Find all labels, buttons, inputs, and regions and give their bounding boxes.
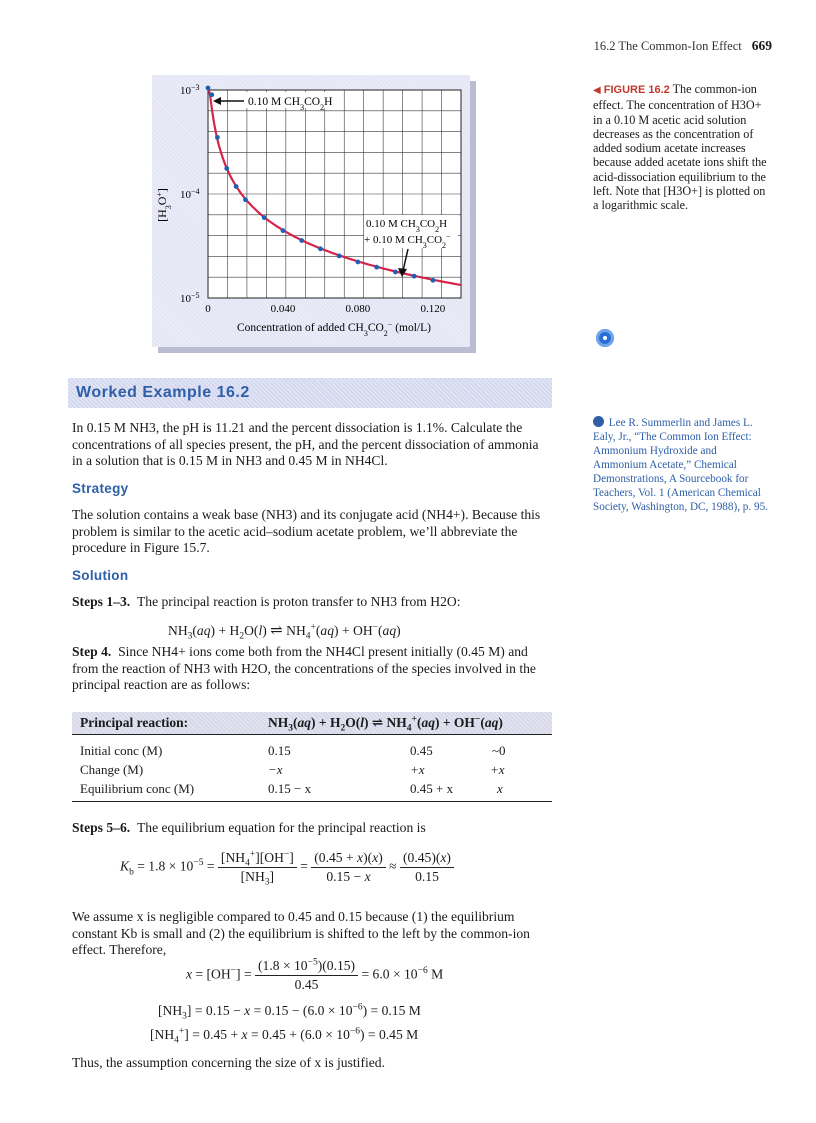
step-4-text: Since NH4+ ions come both from the NH4Cl present initially (0.45 M) and from the reaction of NH3 with H2O, the concentrations of the species involved in the principal reaction are as follows:: [72, 644, 536, 693]
data-point: [206, 86, 211, 91]
x-tick-label: 0.080: [345, 303, 371, 315]
sidenote: [593, 416, 768, 514]
table-row-change-oh: +x: [490, 762, 505, 777]
step-4-label: Step 4.: [72, 644, 112, 659]
data-point: [262, 215, 267, 220]
y-tick-label: $10^{-5}$: [180, 290, 200, 305]
strategy-heading: Strategy: [72, 481, 129, 496]
strategy-text: The solution contains a weak base (NH3) and its conjugate acid (NH4+). Because this problem is similar to the acetic acid–sodium acetate problem, we’ll abbreviate the procedure in Figure 15.7.: [72, 507, 541, 556]
data-point: [224, 166, 229, 171]
data-point: [430, 278, 435, 283]
data-point: [412, 274, 417, 279]
steps-5-6-label: Steps 5–6.: [72, 820, 131, 835]
x-tick-label: 0.040: [270, 303, 296, 315]
assumption-text: We assume x is negligible compared to 0.45 and 0.15 because (1) the equilibrium constant Kb is small and (2) the equilibrium is shifted to the left by the common-ion effect. Therefore,: [72, 909, 530, 958]
table-row-equilibrium-nh4: 0.45 + x: [410, 781, 454, 796]
y-axis-label: $[H_3O^+]$: [154, 188, 173, 222]
data-point: [209, 92, 214, 97]
steps-1-3-label: Steps 1–3.: [72, 594, 131, 609]
data-point: [234, 184, 239, 189]
table-row-initial-oh: ~0: [492, 743, 506, 758]
table-row-change-nh3: −x: [268, 762, 283, 777]
data-point: [215, 135, 220, 140]
solution-heading: Solution: [72, 568, 129, 583]
problem-text: In 0.15 M NH3, the pH is 11.21 and the percent dissociation is 1.1%. Calculate the concentrations of all species present, the pH, and the percent dissociation of ammonia in a solution that is 0.15 M in NH3 and 0.45 M in NH4Cl.: [72, 420, 539, 469]
kb-equation: $K_b = 1.8 \times 10^{-5}$ = $\frac{[NH_4^+][OH^-]}{[NH_3]}$ = $\frac{(0.45 + x)(x)}{0.15 - x}$ ≈ $\frac{(0.45)(x)}{0.15}$: [120, 850, 454, 885]
page-number: 669: [751, 38, 772, 53]
table-row-initial-label: Initial conc (M): [80, 743, 163, 758]
figure-caption: [593, 82, 768, 213]
data-point: [393, 270, 398, 275]
x-tick-label: 0.120: [420, 303, 446, 315]
disc-icon[interactable]: [596, 329, 614, 347]
table-row-initial-nh4: 0.45: [410, 743, 433, 758]
table-header-reaction: $NH_3(aq) + H_2O(l)$ ⇌ $NH_4^+(aq) + OH^-(aq)$: [268, 714, 503, 734]
annotation-2-line1: 0.10 M $CH_3CO_2H$: [366, 218, 448, 234]
section-title: 16.2 The Common-Ion Effect: [593, 39, 742, 53]
figure-label: FIGURE 16.2: [603, 84, 670, 96]
table-row-equilibrium-nh3: 0.15 − x: [268, 781, 312, 796]
sidenote-text: Lee R. Summerlin and James L. Ealy, Jr., “The Common Ion Effect: Ammonium Hydroxide and Ammonium Acetate,” Chemical Demonstrations, A Sourcebook for Teachers, Vol. 1 (American Chemical Society, Washington, DC, 1988), p. 95.: [593, 417, 768, 513]
data-point: [243, 197, 248, 202]
step-4: [72, 644, 552, 694]
steps-1-3: [72, 594, 552, 611]
running-head: [594, 38, 772, 54]
nh3-equation: $[NH_3] = 0.15 - x = 0.15 - (6.0 \times 10^{-6}) = 0.15$ M: [158, 1002, 421, 1022]
x-axis-label: Concentration of added $CH_3CO_2^-$ (mol/L): [237, 319, 431, 338]
caption-text: The common-ion effect. The concentration of H3O+ in a 0.10 M acetic acid solution decreases as the concentration of added sodium acetate increases because added acetate ions shift the acid-dissociation equilibrium to the left. Note that [H3O+] is plotted on a logarithmic scale.: [593, 82, 767, 213]
x-equation: x = [OH−] = $\frac{(1.8 \times 10^{-5})(0.15)}{0.45}$ = $6.0 \times 10^{-6}$ M: [186, 957, 444, 992]
y-tick-label: $10^{-3}$: [180, 82, 200, 97]
annotation-1: 0.10 M $CH_3CO_2H$: [248, 96, 333, 112]
data-point: [337, 253, 342, 258]
table-bottom-rule: [72, 801, 552, 802]
table-row-equilibrium-oh: x: [497, 781, 503, 796]
x-tick-label: 0: [205, 303, 211, 315]
steps-5-6-text: The equilibrium equation for the principal reaction is: [136, 820, 426, 835]
table-row-equilibrium-label: Equilibrium conc (M): [80, 781, 195, 796]
table-row-change-nh4: +x: [410, 762, 425, 777]
table-row-initial-nh3: 0.15: [268, 743, 291, 758]
y-tick-label: $10^{-4}$: [180, 186, 200, 201]
steps-1-3-text: The principal reaction is proton transfer to NH3 from H2O:: [136, 594, 461, 609]
data-point: [374, 265, 379, 270]
nh4-equation: $[NH_4^+] = 0.45 + x = 0.45 + (6.0 \times 10^{-6}) = 0.45$ M: [150, 1026, 419, 1046]
chart: [152, 75, 470, 347]
steps-5-6: [72, 820, 552, 837]
conclusion-text: Thus, the assumption concerning the size of x is justified.: [72, 1055, 385, 1070]
data-point: [281, 228, 286, 233]
reference-dot-icon: [593, 416, 604, 427]
table-header: [72, 712, 552, 735]
y-tick-labels: [180, 83, 200, 306]
data-point: [356, 260, 361, 265]
table-header-label: Principal reaction:: [80, 715, 189, 730]
table-row-change-label: Change (M): [80, 762, 144, 777]
x-tick-labels: [205, 303, 446, 315]
data-point: [318, 246, 323, 251]
annotation-2-line2: + 0.10 M $CH_3CO_2^-$: [364, 231, 451, 250]
worked-example-title: Worked Example 16.2: [76, 384, 250, 401]
principal-reaction-equation: $NH_3(aq) + H_2O(l)$ ⇌ $NH_4^+(aq) + OH^-(aq)$: [168, 622, 401, 642]
data-point: [299, 238, 304, 243]
triangle-left-icon: ◀: [593, 85, 601, 96]
